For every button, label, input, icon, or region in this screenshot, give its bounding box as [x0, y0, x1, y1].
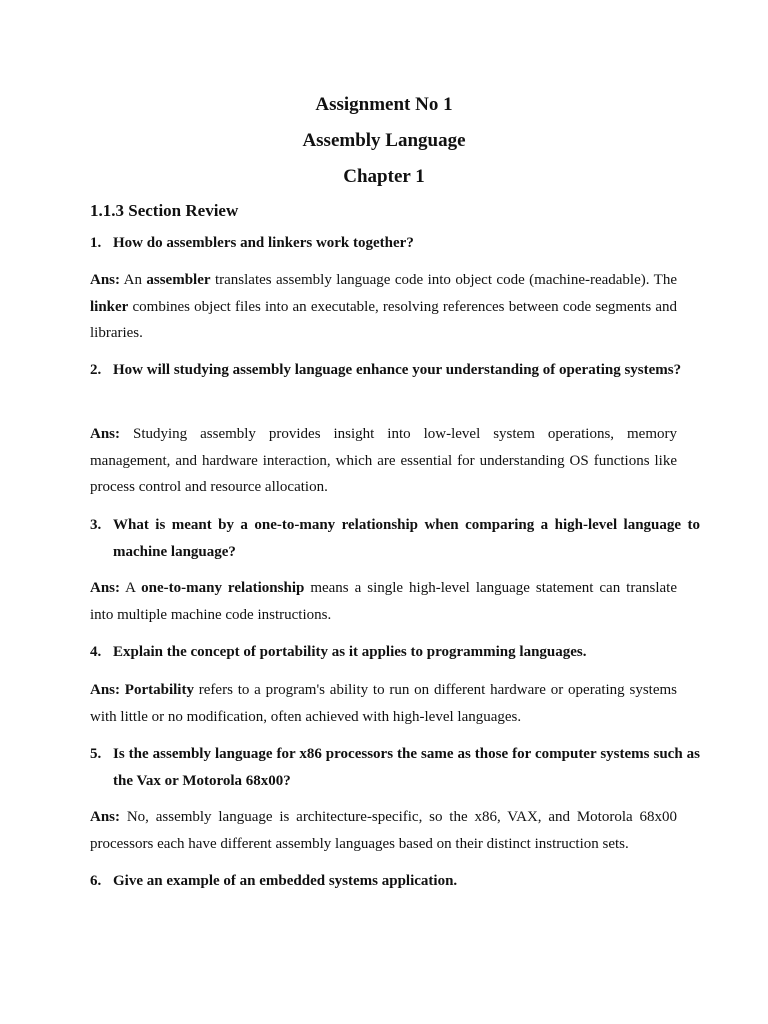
question-6 — [90, 868, 700, 895]
question-number: 4. — [90, 644, 102, 660]
question-number: 3. — [90, 517, 102, 533]
ans-label: Ans: Portability — [90, 682, 194, 698]
question-text: What is meant by a one-to-many relationship when comparing a high-level language to machine language? — [113, 517, 700, 560]
answer-text: translates assembly language code into object code (machine-readable). The — [210, 272, 677, 288]
question-number: 1. — [90, 235, 102, 251]
document-title: Assignment No 1 — [315, 94, 453, 115]
answer-3 — [90, 575, 677, 628]
ans-label: Ans: — [90, 272, 121, 288]
question-4 — [90, 639, 700, 666]
question-text: Explain the concept of portability as it applies to programming languages. — [113, 644, 587, 660]
ans-label: Ans: — [90, 809, 121, 825]
answer-text: An — [120, 272, 147, 288]
document-subtitle: Assembly Language — [302, 130, 466, 151]
answer-text: means a single high-level language statement can translate into multiple machine code instructions. — [90, 580, 677, 623]
ans-label: Ans: — [90, 580, 121, 596]
question-5 — [90, 741, 700, 794]
answer-5 — [90, 804, 677, 857]
answer-1 — [90, 267, 677, 347]
question-text: Give an example of an embedded systems application. — [113, 873, 458, 889]
question-number: 5. — [90, 746, 102, 762]
question-3 — [90, 512, 700, 565]
answer-text: refers to a program's ability to run on different hardware or operating systems with little or no modification, often achieved with high-level languages. — [90, 682, 677, 725]
answer-4 — [90, 677, 677, 730]
chapter-heading: Chapter 1 — [343, 166, 425, 187]
question-number: 6. — [90, 873, 102, 889]
question-number: 2. — [90, 362, 102, 378]
ans-label: Ans: — [90, 426, 121, 442]
answer-term: linker — [90, 298, 129, 315]
answer-2 — [90, 421, 677, 501]
answer-text: No, assembly language is architecture-specific, so the x86, VAX, and Motorola 68x00 processors each have different assembly languages based on their distinct instruction sets. — [90, 809, 677, 852]
answer-term: one-to-many relationship — [141, 580, 305, 596]
section-heading: 1.1.3 Section Review — [90, 201, 239, 220]
question-1 — [90, 230, 700, 257]
answer-text: combines object files into an executable, resolving references between code segments and libraries. — [90, 298, 677, 342]
question-text: Is the assembly language for x86 processors the same as those for computer systems such as the Vax or Motorola 68x00? — [113, 746, 700, 789]
question-text: How do assemblers and linkers work together? — [113, 235, 414, 251]
answer-text: A — [120, 580, 142, 596]
answer-text: Studying assembly provides insight into low-level system operations, memory management, and hardware interaction, which are essential for understanding OS functions like process control and resource allocation. — [90, 426, 677, 496]
answer-term: assembler — [146, 272, 211, 288]
question-2 — [90, 357, 700, 384]
question-text: How will studying assembly language enhance your understanding of operating systems? — [113, 362, 682, 378]
